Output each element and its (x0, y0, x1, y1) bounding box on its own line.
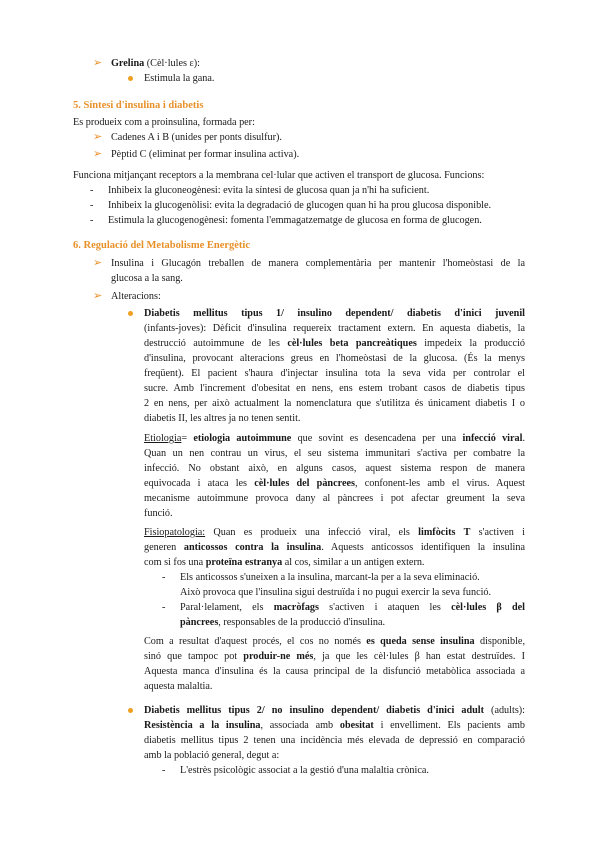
fisio-sub-line: Això provoca que l'insulina sigui destruïda i no pugui exercir la seva funció. (180, 587, 492, 598)
dash-bullet: - (90, 200, 94, 211)
list-item: Cadenes A i B (unides per ponts disulfur). (111, 132, 282, 143)
list-item: Pèptid C (eliminat per formar insulina activa). (111, 149, 300, 160)
arrow-bullet-icon: ➢ (93, 290, 103, 302)
dm2-line: diabetis mellitus tipus 2 tenen una incidència més elevada de depressió en comparació (144, 735, 525, 746)
fisio-sub-line: Els anticossos s'uneixen a la insulina, marcant-la per a la seva eliminació. (180, 572, 480, 583)
list-item: Inhibeix la glucogenòlisi: evita la degradació de glucogen quan hi ha prou glucosa disponible. (108, 200, 492, 211)
receptors-text: Funciona mitjançant receptors a la membrana cel·lular que activen el transport de glucosa. Funcions: (73, 170, 485, 181)
dm1-line: diabetis II, les altres ja no tenen sentit. (144, 413, 301, 424)
dm1-line: destrucció autoimmune de les cèl·lules beta pancreàtiques impedeix la producció (144, 338, 525, 349)
dm2-title: Diabetis mellitus tipus 2/ no insulino dependent/ diabetis d'inici adult (adults): (144, 705, 526, 716)
dm1-line: freqüent). El pacient s'haura d'injectar insulina tota la seva vida per controlar el (144, 368, 525, 379)
etiologia-line: funció. (144, 508, 173, 519)
etiologia-line: Etiologia= etiologia autoimmune que sovint es desencadena per una infecció viral. (144, 433, 526, 444)
dash-bullet: - (90, 185, 94, 196)
dm1-line: sucre. Amb l'increment d'obesitat en nens, ens estem trobant casos de diabetis tipus (144, 383, 525, 394)
regulation-line-1: Insulina i Glucagón treballen de manera complementària per mantenir l'homeòstasi de la (111, 258, 525, 269)
alterations-label: Alteracions: (111, 291, 161, 302)
dm2-line: Resistència a la insulina, associada amb obesitat i envelliment. Els pacients amb (144, 720, 525, 731)
etiologia-line: Quan un nen contrau un virus, el seu sistema immunitari s'activa per combatre la (144, 448, 525, 459)
dm1-title: Diabetis mellitus tipus 1/ insulino dependent/ diabetis d'inici juvenil (144, 308, 525, 319)
grelina-bullet: Estimula la gana. (144, 73, 215, 84)
dash-bullet: - (162, 572, 166, 583)
fisio-sub-line: Paral·lelament, els macròfags s'activen i ataquen les cèl·lules β del (180, 602, 525, 613)
section-5-heading: 5. Síntesi d'insulina i diabetis (73, 100, 204, 111)
conclusion-line: aquesta malaltia. (144, 681, 213, 692)
list-item: Inhibeix la gluconeogènesi: evita la síntesi de glucosa quan ja n'hi ha suficient. (108, 185, 430, 196)
grelina-item: Grelina (Cèl·lules ε): (111, 58, 200, 69)
dash-bullet: - (90, 215, 94, 226)
list-item: Estimula la glucogenogènesi: fomenta l'emmagatzematge de glucosa en forma de glucogen. (108, 215, 482, 226)
dm1-line: (infants-joves): Dèficit d'insulina requereix tractament extern. En aquesta diabetis, la (144, 323, 525, 334)
fisio-line: generen anticossos contra la insulina. Aquests anticossos identifiquen la insulina (144, 542, 525, 553)
etiologia-line: mecanisme autoimmune provoca dany al pàncrees i pot afectar greument la seva (144, 493, 525, 504)
dm2-line: amb la població general, degut a: (144, 750, 280, 761)
section-6-heading: 6. Regulació del Metabolisme Energètic (73, 240, 251, 251)
conclusion-line: Com a resultat d'aquest procés, el cos no només es queda sense insulina disponible, (144, 636, 525, 647)
conclusion-line: sinó que tampoc pot produir-ne més, ja que les cèl·lules β han estat destruïdes. I (144, 651, 525, 662)
etiologia-line: equivocada i ataca les cèl·lules del pàncrees, confonent-les amb el virus. Aquest (144, 478, 525, 489)
dm1-line: 2 en nens, per això actualment la nomenclatura que s'utilitza és únicament diabetis I o (144, 398, 525, 409)
regulation-line-2: glucosa a la sang. (111, 273, 183, 284)
arrow-bullet-icon: ➢ (93, 148, 103, 160)
fisio-line: com si fos una proteïna estranya al cos, similar a un antigen extern. (144, 557, 425, 568)
dot-bullet-icon (128, 708, 133, 713)
dot-bullet-icon (128, 76, 133, 81)
dot-bullet-icon (128, 311, 133, 316)
dash-bullet: - (162, 602, 166, 613)
section-5-intro: Es produeix com a proinsulina, formada per: (73, 117, 255, 128)
conclusion-line: Aquesta manca d'insulina és la causa principal de la disfunció metabòlica associada a (144, 666, 525, 677)
arrow-bullet-icon: ➢ (93, 257, 103, 269)
dm2-sub-line: L'estrès psicològic associat a la gestió d'una malaltia crònica. (180, 765, 429, 776)
arrow-bullet-icon: ➢ (93, 131, 103, 143)
etiologia-line: infecció. No obstant això, en alguns casos, aquest sistema respon de manera (144, 463, 525, 474)
fisio-sub-line: pàncrees, responsables de la producció d'insulina. (180, 617, 386, 628)
dash-bullet: - (162, 765, 166, 776)
arrow-bullet-icon: ➢ (93, 57, 103, 69)
fisio-line: Fisiopatologia: Quan es produeix una infecció viral, els limfòcits T s'activen i (144, 527, 525, 538)
dm1-line: d'insulina, provocant alteracions greus en l'homeòstasi de la glucosa. (És la menys (144, 353, 525, 364)
